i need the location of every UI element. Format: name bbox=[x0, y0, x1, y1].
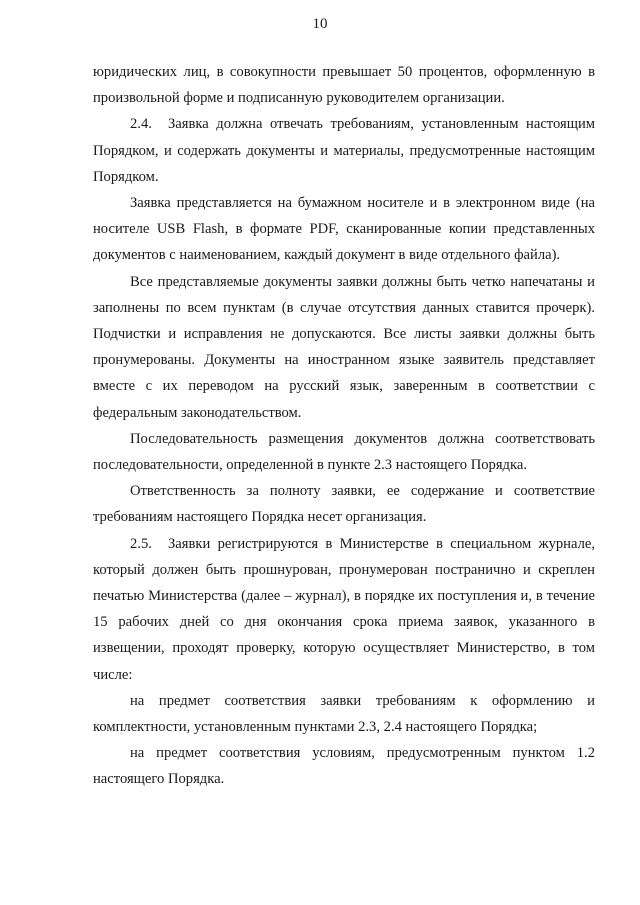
clause-number: 2.4. bbox=[130, 116, 152, 133]
paragraph-text: на предмет соответствия заявки требованиям к оформлению и комплектности, установленным пунктами 2.3, 2.4 настоящего Порядка; bbox=[93, 692, 595, 736]
paragraph-continuation bbox=[93, 59, 595, 111]
document-body bbox=[93, 59, 595, 793]
paragraph-text: Ответственность за полноту заявки, ее содержание и соответствие требованиям настоящего Порядка несет организация. bbox=[93, 483, 595, 526]
paragraph-text: Все представляемые документы заявки должны быть четко напечатаны и заполнены по всем пунктам (в случае отсутствия данных ставится прочерк). Подчистки и исправления не допускаются. Все листы заявки должны быть пронумерованы. Документы на иностранном языке заявитель представляет вместе с их переводом на русский язык, заверенным в соответствии с федеральным законодательством. bbox=[93, 273, 595, 421]
paragraph-submission-format bbox=[93, 190, 595, 269]
paragraph-2-4 bbox=[93, 111, 595, 190]
paragraph-text: Последовательность размещения документов должна соответствовать последовательности, определенной в пункте 2.3 настоящего Порядка. bbox=[93, 430, 595, 474]
paragraph-check-conditions bbox=[93, 740, 595, 792]
paragraph-responsibility bbox=[93, 478, 595, 530]
clause-number: 2.5. bbox=[130, 535, 152, 552]
paragraph-check-formatting bbox=[93, 688, 595, 740]
paragraph-text: на предмет соответствия условиям, предусмотренным пунктом 1.2 настоящего Порядка. bbox=[93, 745, 595, 788]
paragraph-text: Заявка должна отвечать требованиям, установленным настоящим Порядком, и содержать документы и материалы, предусмотренные настоящим Порядком. bbox=[93, 116, 595, 185]
paragraph-text: Заявки регистрируются в Министерстве в специальном журнале, который должен быть прошнурован, пронумерован постранично и скреплен печатью Министерства (далее – журнал), в порядке их поступления и, в течение 15 рабочих дней со дня окончания срока приема заявок, указанного в извещении, проходят проверку, которую осуществляет Министерство, в том числе: bbox=[93, 535, 595, 683]
paragraph-2-5 bbox=[93, 531, 595, 688]
paragraph-document-order bbox=[93, 426, 595, 478]
paragraph-text: Заявка представляется на бумажном носителе и в электронном виде (на носителе USB Flash, в формате PDF, сканированные копии представленных документов с наименованием, каждый документ в виде отдельного файла). bbox=[93, 195, 595, 264]
paragraph-document-requirements bbox=[93, 269, 595, 426]
paragraph-text: юридических лиц, в совокупности превышает 50 процентов, оформленную в произвольной форме и подписанную руководителем организации. bbox=[93, 64, 595, 107]
page-number: 10 bbox=[312, 16, 328, 32]
